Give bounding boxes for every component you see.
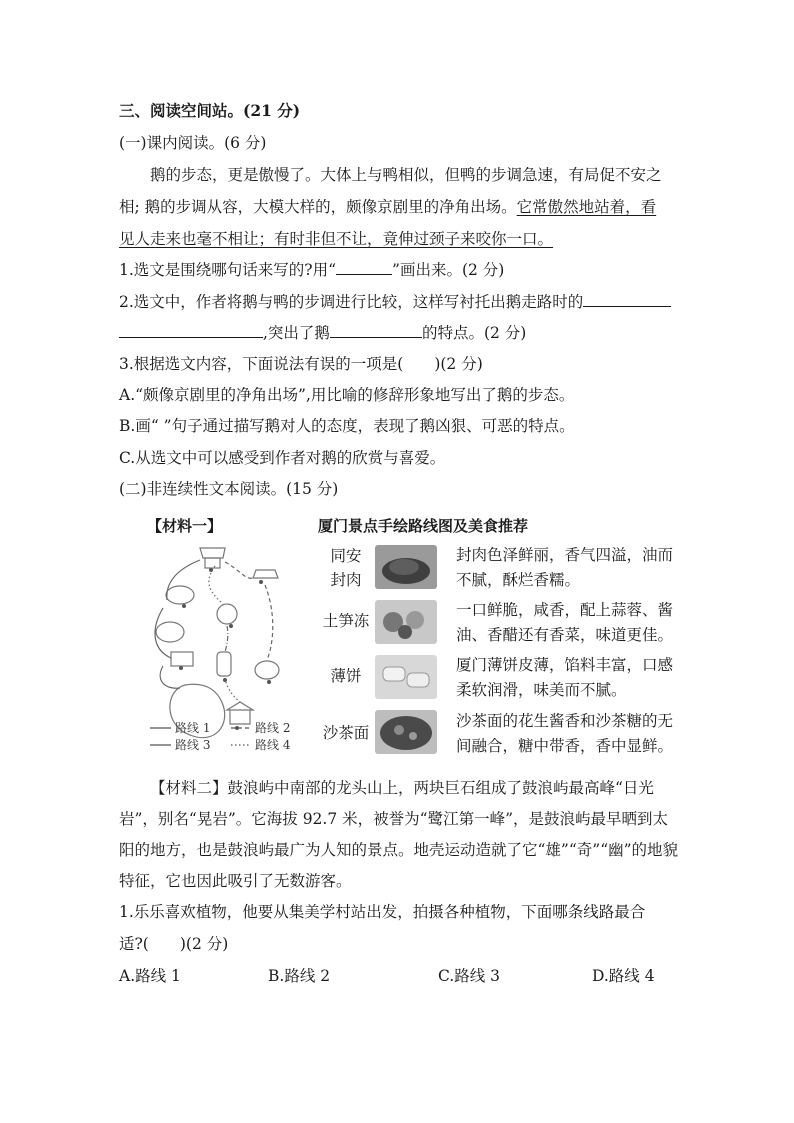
question-2-text-b: ,突出了鹅 bbox=[263, 324, 330, 342]
legend-route-3: 路线 3 bbox=[175, 738, 211, 752]
route-1-path bbox=[167, 560, 200, 600]
gate-base bbox=[205, 558, 220, 568]
answer-blank[interactable] bbox=[330, 323, 422, 338]
passage-line-2-plain: 相; 鹅的步调从容，大模大样的，颇像京剧里的净角出场。 bbox=[119, 198, 517, 216]
route-2-path bbox=[225, 562, 253, 578]
answer-blank[interactable] bbox=[119, 323, 263, 338]
material2-paragraph: 【材料二】鼓浪屿中南部的龙头山上，两块巨石组成了鼓浪屿最高峰“日光岩”，别名“晃岩”。它海拔 92.7 米，被誉为“鹭江第一峰”，是鼓浪屿最早晒到太阳的地方，也是鼓浪屿最广为人知的景点。地壳运动造就了它“雄”“奇”“幽”的地貌特征，它也因此吸引了无数游客。 bbox=[119, 779, 679, 890]
part2-heading: (二)非连续性文本阅读。(15 分) bbox=[119, 480, 339, 498]
food-name-baobing: 薄饼 bbox=[330, 667, 362, 685]
food-photo-shachamian bbox=[375, 710, 437, 754]
food-desc-fengrou: 封肉色泽鲜丽，香气四溢，油而不腻，酥烂香糯。 bbox=[456, 546, 674, 589]
mountain-landmark bbox=[156, 622, 184, 642]
route-3-path bbox=[225, 626, 228, 652]
legend-route-4: 路线 4 bbox=[255, 738, 291, 752]
option-c[interactable]: C.路线 3 bbox=[438, 967, 501, 985]
question-2-line-2 bbox=[119, 322, 526, 344]
legend-route-1: 路线 1 bbox=[175, 721, 211, 735]
question-1 bbox=[119, 259, 504, 281]
question-2-text-a: 2.选文中，作者将鹅与鸭的步调进行比较，这样写衬托出鹅走路时的 bbox=[119, 293, 584, 311]
answer-blank[interactable] bbox=[583, 292, 671, 307]
food-name-tusundong: 土笋冻 bbox=[322, 612, 370, 630]
passage-line-2 bbox=[119, 196, 656, 218]
cablecar-landmark bbox=[217, 652, 231, 676]
answer-blank[interactable] bbox=[336, 260, 392, 275]
option-a[interactable]: A.路线 1 bbox=[119, 967, 181, 985]
food-photo-baobing bbox=[375, 655, 437, 699]
food-name-tongan-fengrou: 同安 封肉 bbox=[330, 547, 362, 589]
route-4-path-b bbox=[225, 678, 240, 702]
food-photo-fengrou bbox=[375, 545, 437, 589]
route-2-path-b bbox=[265, 585, 273, 660]
park-landmark bbox=[217, 604, 237, 624]
question-1-text-b: ”画出来。(2 分) bbox=[392, 261, 505, 279]
question-1-text-a: 1.选文是围绕哪句话来写的?用“ bbox=[119, 261, 337, 279]
zhongshan-landmark bbox=[171, 652, 193, 666]
material1-title: 厦门景点手绘路线图及美食推荐 bbox=[318, 517, 529, 535]
gate-landmark bbox=[200, 548, 225, 558]
garden-landmark bbox=[166, 586, 194, 604]
passage-line-3-underlined: 见人走来也毫不相让；有时非但不让，竟伸过颈子来咬你一口。 bbox=[119, 230, 554, 248]
museum-landmark bbox=[253, 570, 278, 578]
passage-underlined-start: 它常傲然地站着，看 bbox=[516, 198, 657, 216]
option-b[interactable]: B.路线 2 bbox=[268, 967, 331, 985]
passage-line-1: 鹅的步态，更是傲慢了。大体上与鸭相似，但鸭的步调急速，有局促不安之 bbox=[150, 166, 662, 184]
route-1-path-b bbox=[155, 608, 171, 658]
question-2-text-c: 的特点。(2 分) bbox=[421, 324, 527, 342]
route-map bbox=[145, 540, 305, 755]
question-3-option-c: C.从选文中可以感受到作者对鹅的欣赏与喜爱。 bbox=[119, 449, 446, 467]
food-desc-tusundong: 一口鲜脆，咸香，配上蒜蓉、酱油、香醋还有香菜，味道更佳。 bbox=[456, 601, 674, 644]
option-d[interactable]: D.路线 4 bbox=[592, 967, 655, 985]
question-3: 3.根据选文内容，下面说法有误的一项是( )(2 分) bbox=[119, 355, 483, 373]
material1-label: 【材料一】 bbox=[147, 517, 223, 535]
question-2-line-1 bbox=[119, 291, 671, 313]
section-title: 三、阅读空间站。(21 分) bbox=[119, 101, 301, 120]
question-3-option-b: B.画“ ”句子通过描写鹅对人的态度，表现了鹅凶狠、可恶的特点。 bbox=[119, 417, 575, 435]
temple-landmark bbox=[227, 702, 253, 724]
route-1-path-c bbox=[160, 666, 180, 688]
food-photo-tusundong bbox=[375, 600, 437, 644]
food-desc-baobing: 厦门薄饼皮薄，馅料丰富，口感柔软润滑，味美而不腻。 bbox=[456, 656, 674, 699]
botanical-landmark bbox=[255, 661, 279, 679]
legend-route-2: 路线 2 bbox=[255, 721, 291, 735]
part2-question-1-line-2: 适?( )(2 分) bbox=[119, 935, 229, 953]
food-desc-shachamian: 沙茶面的花生酱香和沙茶糖的无间融合，糖中带香，香中显鲜。 bbox=[456, 712, 674, 755]
question-3-option-a: A.“颇像京剧里的净角出场”,用比喻的修辞形象地写出了鹅的步态。 bbox=[119, 386, 575, 404]
part2-question-1-line-1: 1.乐乐喜欢植物，他要从集美学村站出发，拍摄各种植物，下面哪条线路最合 bbox=[119, 903, 646, 921]
part1-heading: (一)课内阅读。(6 分) bbox=[119, 134, 267, 152]
food-name-shachamian: 沙茶面 bbox=[322, 724, 370, 742]
